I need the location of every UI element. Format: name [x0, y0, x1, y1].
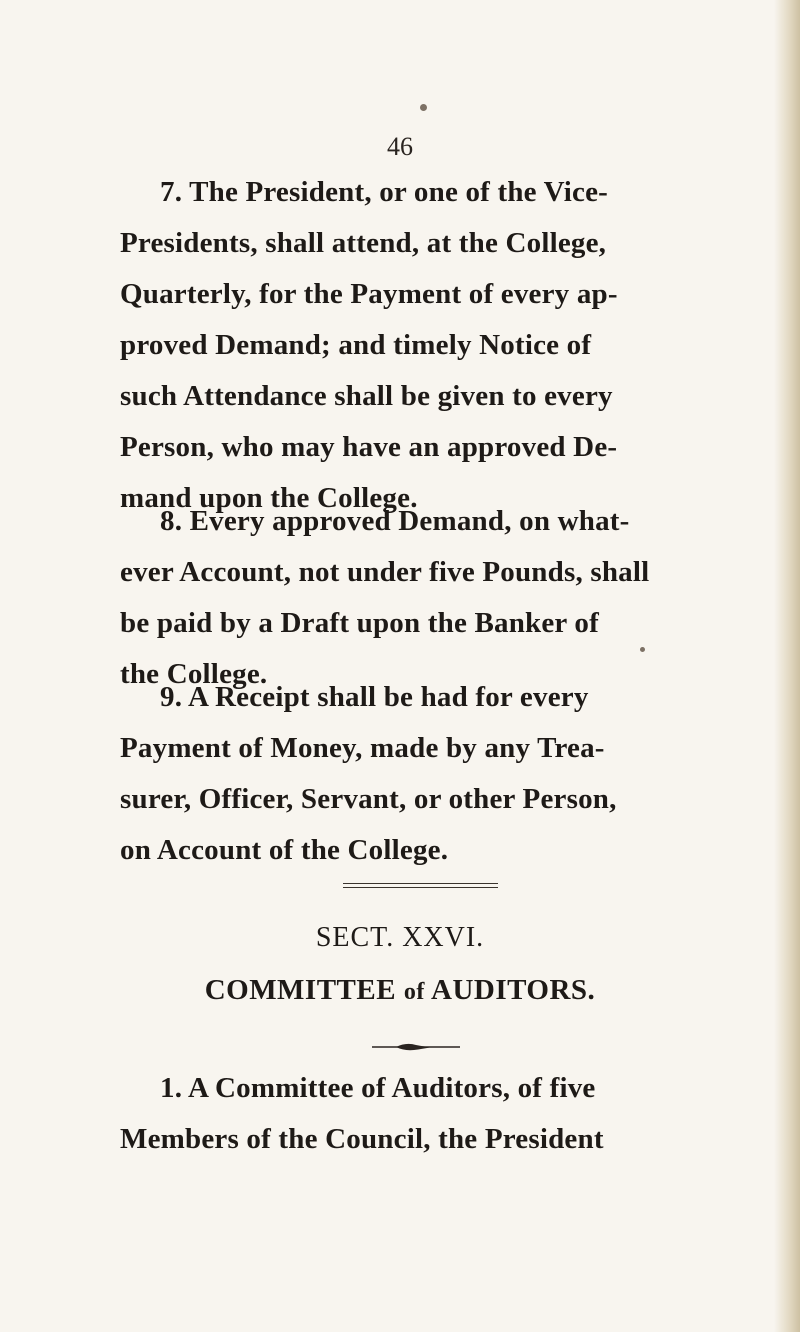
section-title-of: of	[403, 979, 425, 1005]
text-line: ever Account, not under five Pounds, shall	[120, 556, 650, 588]
section-divider-rule	[343, 887, 498, 888]
text-line: Presidents, shall attend, at the College,	[120, 227, 607, 259]
section-paragraph-1	[120, 1063, 680, 1165]
text-line: be paid by a Draft upon the Banker of	[120, 607, 599, 639]
text-line: 1. A Committee of Auditors, of five	[160, 1072, 596, 1104]
section-divider-rule	[343, 883, 498, 884]
section-title	[0, 974, 800, 1007]
page-number: 46	[387, 132, 413, 161]
text-line: 8. Every approved Demand, on what-	[160, 505, 630, 537]
text-line: the College.	[120, 658, 268, 690]
text-line: Person, who may have an approved De-	[120, 431, 618, 463]
text-line: Members of the Council, the President	[120, 1123, 604, 1155]
text-line: on Account of the College.	[120, 834, 449, 866]
text-line: 7. The President, or one of the Vice-	[160, 176, 608, 208]
paragraph-7	[120, 167, 680, 524]
text-line: mand upon the College.	[120, 482, 418, 514]
ink-speck	[420, 104, 427, 111]
page-edge-shadow	[774, 0, 800, 1332]
paragraph-9	[120, 672, 680, 876]
text-line: Payment of Money, made by any Trea-	[120, 732, 605, 764]
section-title-part: COMMITTEE	[204, 974, 397, 1006]
paragraph-8	[120, 496, 680, 700]
text-line: proved Demand; and timely Notice of	[120, 329, 592, 361]
text-line: Quarterly, for the Payment of every ap-	[120, 278, 618, 310]
text-line: surer, Officer, Servant, or other Person,	[120, 783, 617, 815]
section-label: SECT. XXVI.	[315, 922, 485, 953]
text-line: 9. A Receipt shall be had for every	[160, 681, 589, 713]
section-title-part: AUDITORS.	[431, 974, 596, 1006]
text-line: such Attendance shall be given to every	[120, 380, 613, 412]
ornament-dash-icon	[370, 1041, 462, 1053]
